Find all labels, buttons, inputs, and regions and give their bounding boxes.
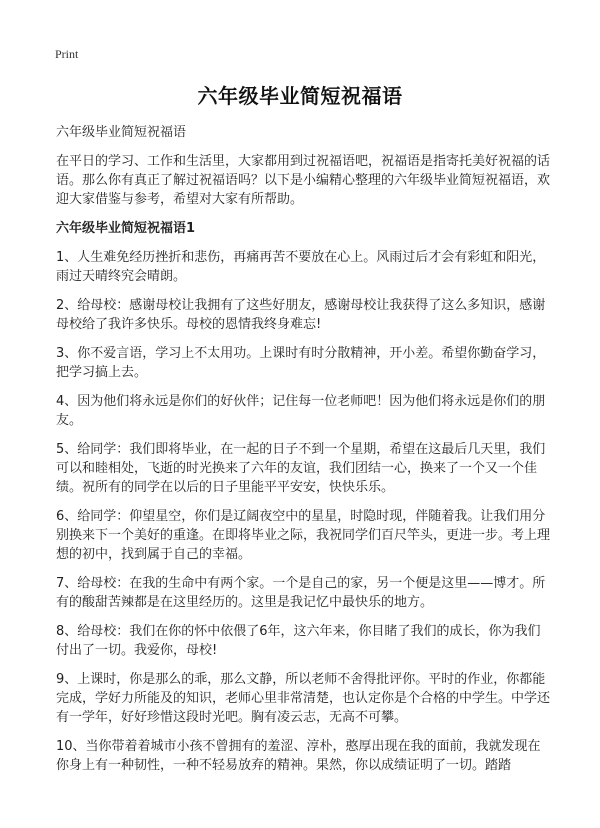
blessing-paragraph: 3、你不爱言语，学习上不太用功。上课时有时分散精神，开小差。希望你勤奋学习，把学习搞上去。 [56, 346, 546, 380]
document-subtitle: 六年级毕业简短祝福语 [56, 125, 187, 140]
blessing-paragraph: 7、给母校：在我的生命中有两个家。一个是自己的家，另一个便是这里——博才。所有的酸甜苦辣都是在这里经历的。这里是我记忆中最快乐的地方。 [56, 576, 546, 610]
blessing-paragraph: 8、给母校：我们在你的怀中依偎了6年，这六年来，你目睹了我们的成长，你为我们付出了一切。我爱你，母校! [56, 624, 541, 658]
blessing-paragraph: 2、给母校：感谢母校让我拥有了这些好朋友，感谢母校让我获得了这么多知识，感谢母校给了我许多快乐。母校的恩情我终身难忘! [56, 298, 546, 332]
print-link[interactable]: Print [55, 47, 79, 61]
document-title: 六年级毕业简短祝福语 [197, 84, 403, 108]
blessing-paragraph: 9、上课时，你是那么的乖，那么文静，所以老师不舍得批评你。平时的作业，你都能完成，学好力所能及的知识，老师心里非常清楚，也认定你是个合格的中学生。中学还有一学年，好好珍惜这段时光吧。胸有凌云志，无高不可攀。 [56, 672, 551, 725]
blessing-paragraph: 4、因为他们将永远是你们的好伙伴；记住每一位老师吧！因为他们将永远是你们的朋友。 [56, 394, 546, 428]
document-body [56, 123, 550, 785]
intro-paragraph: 在平日的学习、工作和生活里，大家都用到过祝福语吧，祝福语是指寄托美好祝福的话语。那么你有真正了解过祝福语吗？以下是小编精心整理的六年级毕业简短祝福语，欢迎大家借鉴与参考，希望对大家有所帮助。 [56, 154, 551, 207]
section-heading: 六年级毕业简短祝福语1 [56, 221, 196, 236]
blessing-paragraph: 1、人生难免经历挫折和悲伤，再痛再苦不要放在心上。风雨过后才会有彩虹和阳光，雨过天晴终究会晴朗。 [56, 250, 546, 284]
blessing-paragraph: 10、当你带着着城市小孩不曾拥有的羞涩、淳朴，憨厚出现在我的面前，我就发现在你身上有一种韧性，一种不轻易放弃的精神。果然，你以成绩证明了一切。踏踏 [56, 739, 541, 773]
blessing-paragraph: 5、给同学：我们即将毕业，在一起的日子不到一个星期，希望在这最后几天里，我们可以和睦相处，飞逝的时光换来了六年的友谊，我们团结一心，换来了一个又一个佳绩。祝所有的同学在以后的日子里能平平安安，快快乐乐。 [56, 442, 546, 495]
blessing-paragraph: 6、给同学：仰望星空，你们是辽阔夜空中的星星，时隐时现，伴随着我。让我们用分别换来下一个美好的重逢。在即将毕业之际，我祝同学们百尺竿头，更进一步。考上理想的初中，找到属于自己的幸福。 [56, 509, 551, 562]
